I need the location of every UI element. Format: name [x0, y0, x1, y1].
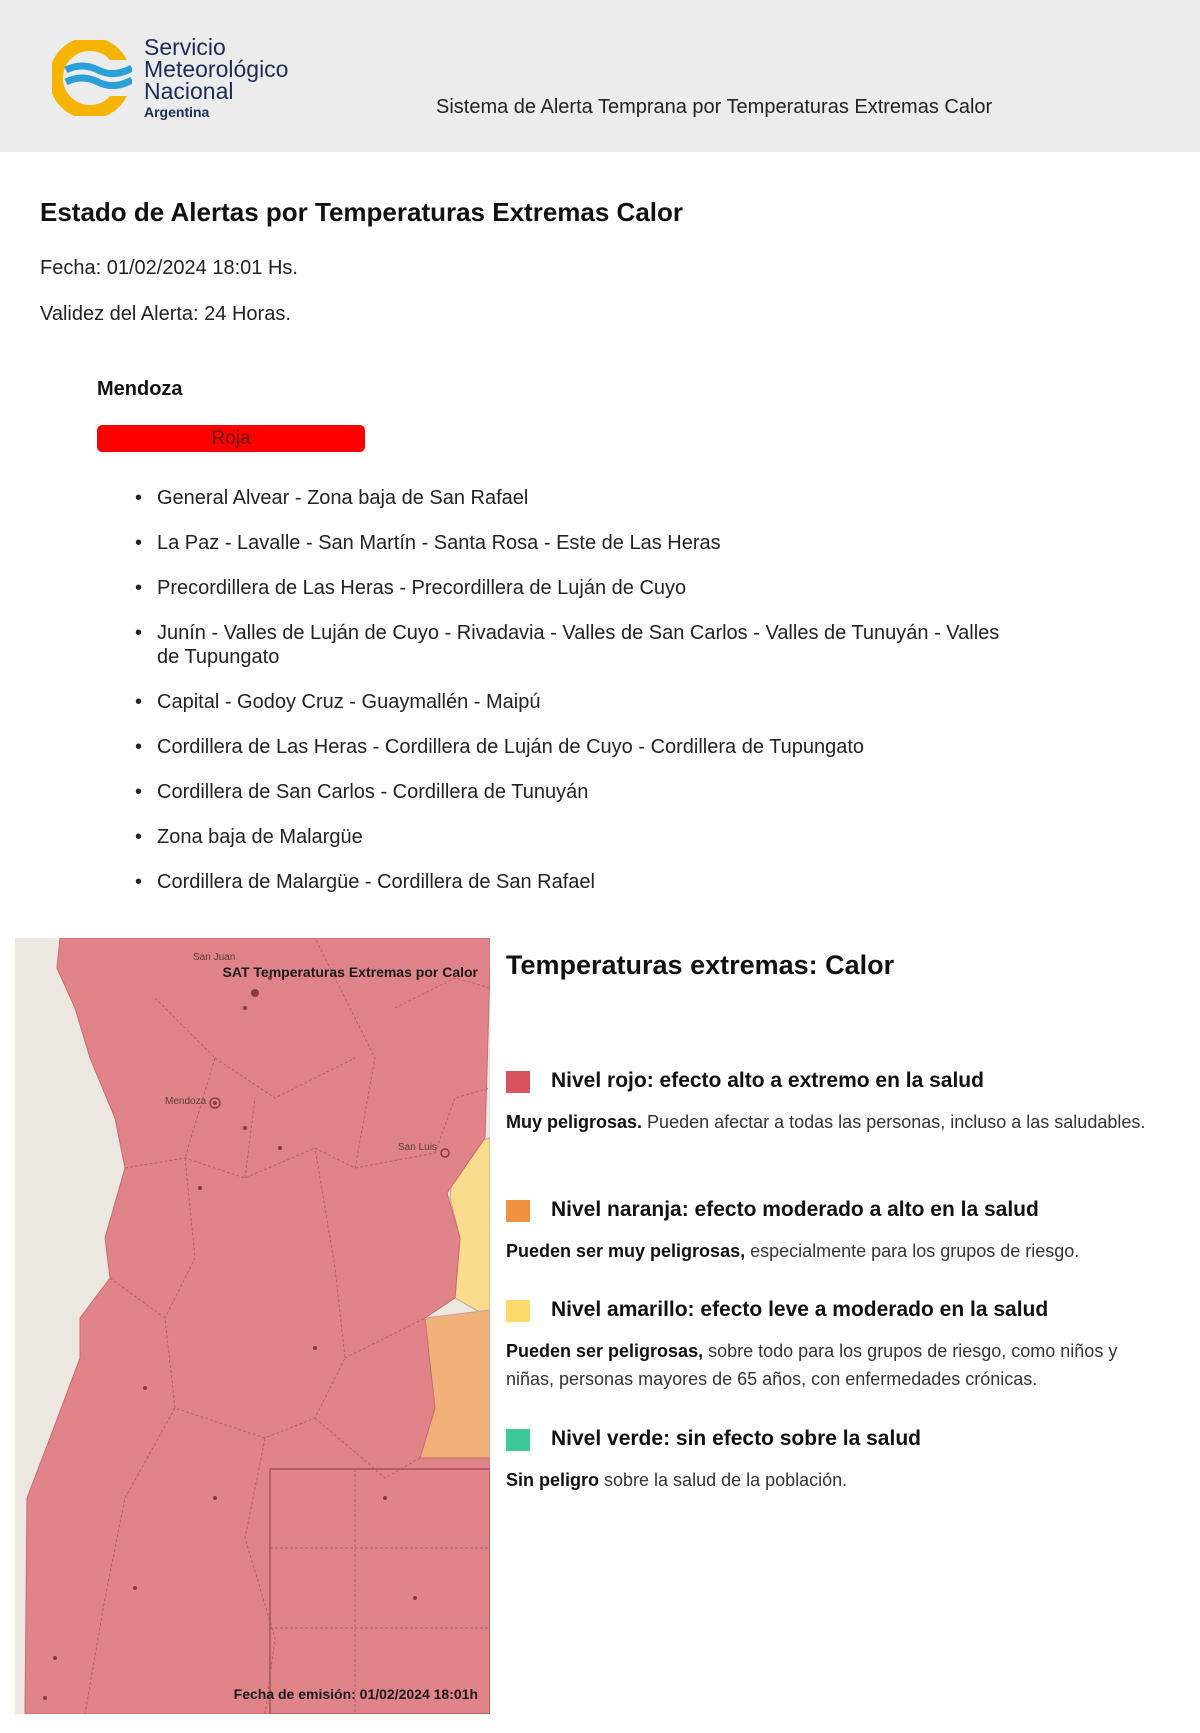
- legend-label: Nivel amarillo: efecto leve a moderado en la salud: [551, 1298, 1049, 1321]
- map-label-mendoza: Mendoza: [165, 1096, 207, 1107]
- legend-swatch-red: [506, 1071, 530, 1093]
- zone-list: [135, 486, 1015, 915]
- logo-line-2: Meteorológico: [144, 56, 289, 82]
- legend-item-orange: [506, 1197, 1156, 1265]
- logo-line-1: Servicio: [144, 34, 226, 60]
- smn-logo[interactable]: [52, 36, 312, 120]
- legend-label: Nivel verde: sin efecto sobre la salud: [551, 1427, 921, 1450]
- legend-swatch-orange: [506, 1200, 530, 1222]
- header-subtitle: Sistema de Alerta Temprana por Temperaturas Extremas Calor: [436, 96, 993, 118]
- legend-description: [506, 1466, 1156, 1494]
- zone-item: • Zona baja de Malargüe: [135, 825, 1015, 849]
- zone-item: • Precordillera de Las Heras - Precordillera de Luján de Cuyo: [135, 576, 1015, 600]
- legend-description: [506, 1108, 1156, 1136]
- page-header: [0, 0, 1200, 152]
- legend-description-bold: Pueden ser muy peligrosas,: [506, 1241, 746, 1261]
- legend-item-green: [506, 1426, 1156, 1494]
- legend-description: [506, 1337, 1156, 1393]
- zone-item: • Cordillera de San Carlos - Cordillera de Tunuyán: [135, 780, 1015, 804]
- region-name: Mendoza: [97, 378, 183, 400]
- zone-item: • Cordillera de Malargüe - Cordillera de San Rafael: [135, 870, 1015, 894]
- zone-item: • Cordillera de Las Heras - Cordillera de Luján de Cuyo - Cordillera de Tupungato: [135, 735, 1015, 759]
- smn-logo-text: [144, 36, 288, 120]
- legend-description-text: sobre la salud de la población.: [599, 1470, 848, 1490]
- map-title: SAT Temperaturas Extremas por Calor: [222, 964, 478, 980]
- map-emission-date: Fecha de emisión: 01/02/2024 18:01h: [233, 1686, 478, 1702]
- alert-date: Fecha: 01/02/2024 18:01 Hs.: [40, 257, 298, 279]
- map-label-san-juan: San Juan: [193, 952, 236, 963]
- legend-label: Nivel rojo: efecto alto a extremo en la salud: [551, 1069, 984, 1092]
- legend-item-yellow: [506, 1297, 1156, 1393]
- page-title: Estado de Alertas por Temperaturas Extremas Calor: [40, 197, 684, 227]
- legend-item-red: [506, 1068, 1156, 1136]
- legend-description-bold: Muy peligrosas.: [506, 1112, 643, 1132]
- legend-swatch-green: [506, 1429, 530, 1451]
- alert-validity: Validez del Alerta: 24 Horas.: [40, 303, 291, 325]
- smn-logo-icon: [52, 40, 132, 116]
- alert-map[interactable]: [15, 938, 490, 1714]
- zone-item: • La Paz - Lavalle - San Martín - Santa Rosa - Este de Las Heras: [135, 531, 1015, 555]
- zone-item: • General Alvear - Zona baja de San Rafael: [135, 486, 1015, 510]
- logo-line-4: Argentina: [144, 104, 210, 120]
- zone-item: • Junín - Valles de Luján de Cuyo - Rivadavia - Valles de San Carlos - Valles de Tunuyán - Valles de Tupungato: [135, 621, 1015, 669]
- legend-description-bold: Pueden ser peligrosas,: [506, 1341, 704, 1361]
- logo-line-3: Nacional: [144, 78, 234, 104]
- legend-description-text: sobre todo para los grupos de riesgo, como niños y niñas, personas mayores de 65 años, con enfermedades crónicas.: [506, 1341, 1118, 1389]
- legend-swatch-yellow: [506, 1300, 530, 1322]
- legend-label: Nivel naranja: efecto moderado a alto en la salud: [551, 1198, 1039, 1221]
- legend-description-bold: Sin peligro: [506, 1470, 600, 1490]
- legend-description-text: Pueden afectar a todas las personas, incluso a las saludables.: [642, 1112, 1146, 1132]
- alert-map-graphic: [15, 938, 490, 1714]
- alert-level-badge: Roja: [97, 425, 365, 452]
- map-label-san-luis: San Luis: [398, 1142, 437, 1153]
- legend-description: [506, 1237, 1156, 1265]
- map-zone-red: [25, 938, 490, 1714]
- legend-title: Temperaturas extremas: Calor: [506, 950, 895, 980]
- zone-item: • Capital - Godoy Cruz - Guaymallén - Maipú: [135, 690, 1015, 714]
- legend-description-text: especialmente para los grupos de riesgo.: [745, 1241, 1080, 1261]
